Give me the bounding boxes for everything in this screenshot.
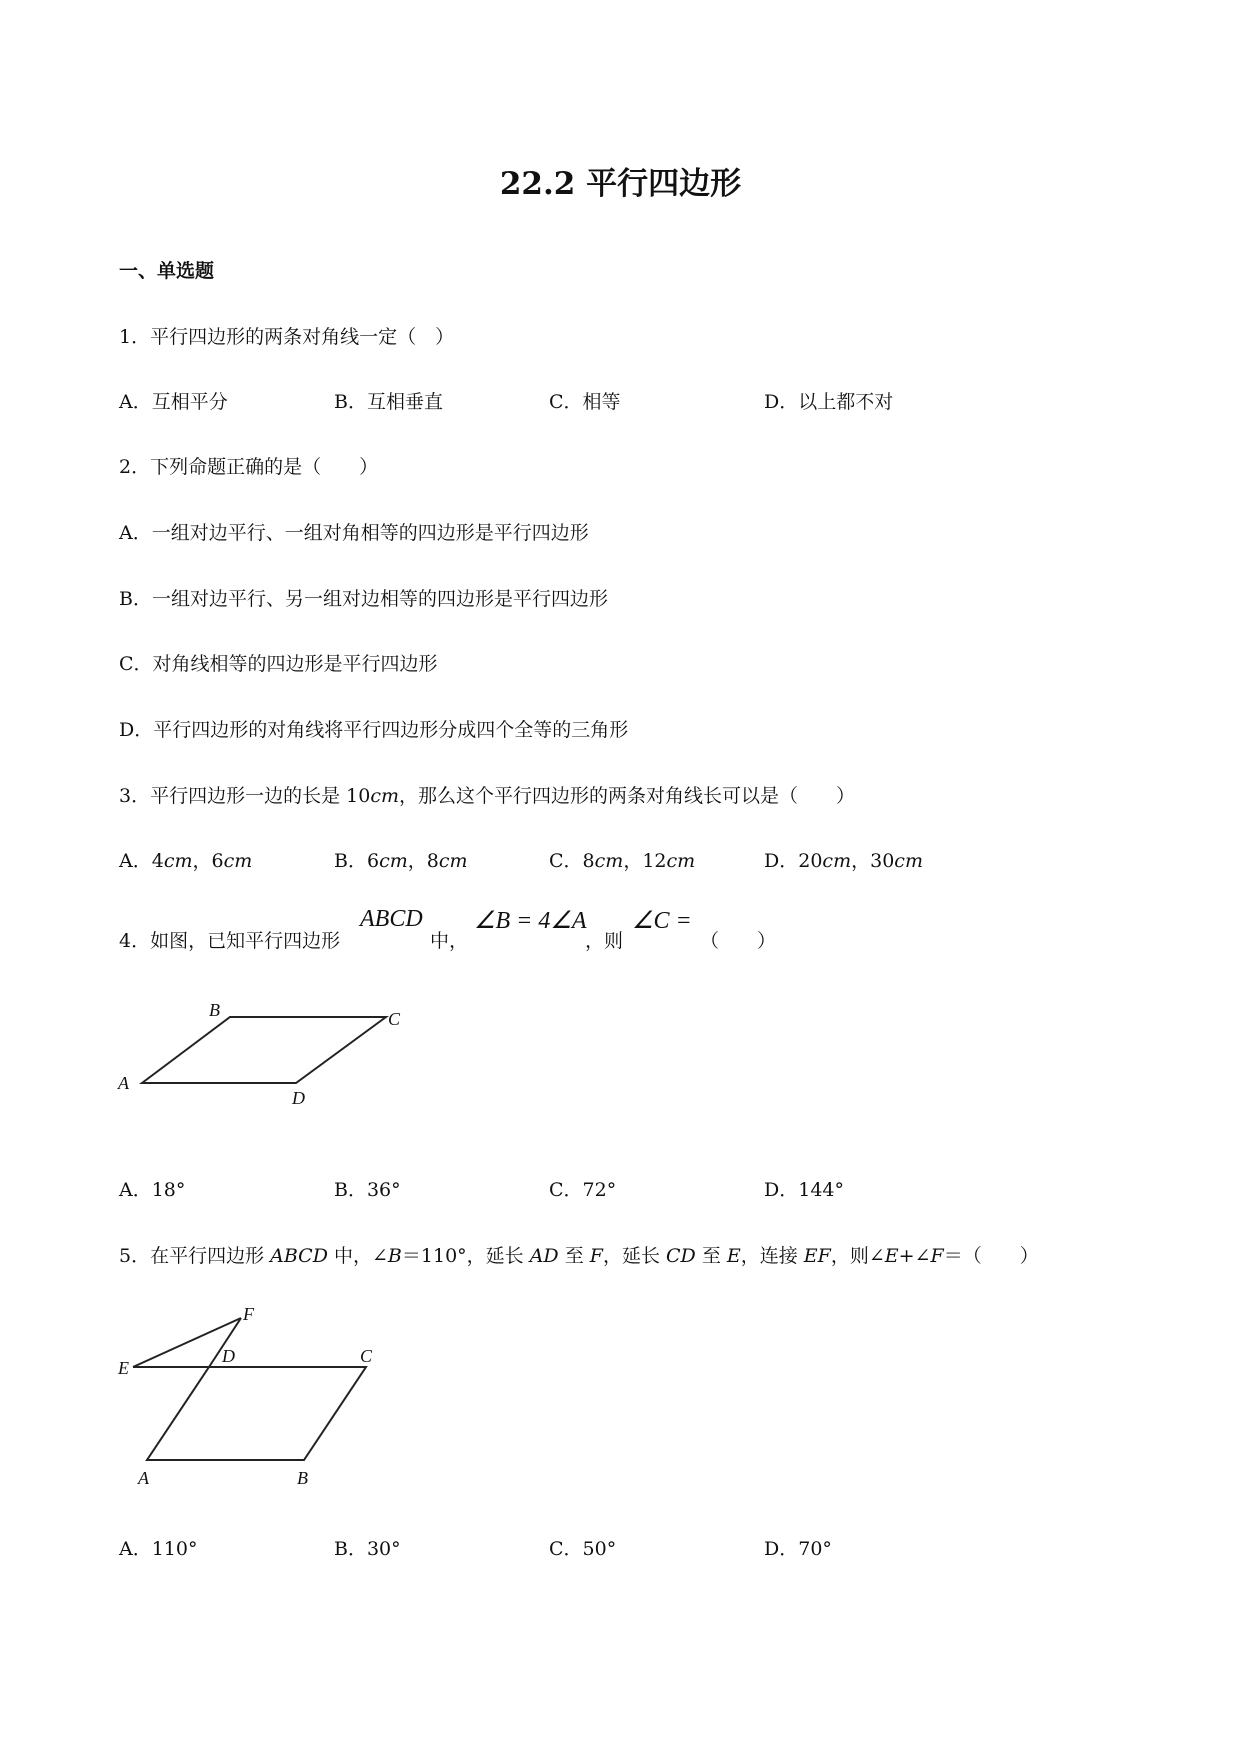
vertex-label-c-5: C [360,1346,373,1366]
q2-option-d: D．平行四边形的对角线将平行四边形分成四个全等的三角形 [119,719,629,741]
question-2-stem: 2．下列命题正确的是（ ） [119,456,379,478]
q5-option-c: C．50° [549,1538,617,1560]
vertex-label-a: A [118,1073,129,1093]
q2-option-a: A．一组对边平行、一组对角相等的四边形是平行四边形 [119,522,589,544]
q2-option-c: C．对角线相等的四边形是平行四边形 [119,653,438,675]
vertex-label-f-5: F [243,1304,254,1324]
vertex-label-b: B [209,1000,220,1020]
q1-option-a: A．互相平分 [119,391,228,413]
q5-option-a: A．110° [119,1538,198,1560]
q4-stem-mid2: ，则 [585,930,624,952]
parallelogram-abcd-5 [147,1367,366,1460]
vertex-label-a-5: A [138,1468,149,1488]
section-heading: 一、单选题 [119,260,215,282]
q1-option-d: D．以上都不对 [764,391,894,413]
q4-stem-mid1: 中， [430,930,469,952]
question-4-stem-text: 4．如图，已知平行四边形 [119,930,341,952]
q3-stem-suffix: ，那么这个平行四边形的两条对角线长可以是（ ） [398,785,855,807]
q3-option-a: A．4cm，6cm [119,850,253,872]
vertex-label-d: D [292,1088,305,1108]
question-1-stem: 1．平行四边形的两条对角线一定（ ） [119,326,455,348]
q4-math-angle-b: ∠B = 4∠A [474,908,587,934]
q4-option-c: C．72° [549,1179,617,1201]
q4-math-abcd: ABCD [360,906,423,932]
q1-option-c: C．相等 [549,391,621,413]
q5-option-b: B．30° [334,1538,401,1560]
q4-stem-suffix: （ ） [700,930,777,952]
q5-option-d: D．70° [764,1538,832,1560]
q3-option-d: D．20cm，30cm [764,850,923,872]
q3-option-b: B．6cm，8cm [334,850,468,872]
q4-option-b: B．36° [334,1179,401,1201]
q5-figure [117,1304,373,1488]
q3-stem-unit: cm [370,785,399,807]
q4-math-angle-c: ∠C = [632,908,692,934]
q4-option-a: A．18° [119,1179,186,1201]
vertex-label-b-5: B [297,1468,308,1488]
q4-option-d: D．144° [764,1179,844,1201]
parallelogram-abcd [142,1017,386,1083]
q3-stem-prefix: 3．平行四边形一边的长是 10 [119,785,371,807]
vertex-label-c: C [388,1009,401,1029]
q1-option-b: B．互相垂直 [334,391,443,413]
question-5-stem: 5．在平行四边形 ABCD 中，∠B＝110°，延长 AD 至 F，延长 CD 至 E，连接 EF，则∠E+∠F＝（ ） [119,1245,1039,1267]
vertex-label-e-5: E [118,1358,129,1378]
vertex-label-d-5: D [222,1346,235,1366]
q3-option-c: C．8cm，12cm [549,850,696,872]
page-title: 22.2 平行四边形 [499,166,742,202]
q2-option-b: B．一组对边平行、另一组对边相等的四边形是平行四边形 [119,588,608,610]
